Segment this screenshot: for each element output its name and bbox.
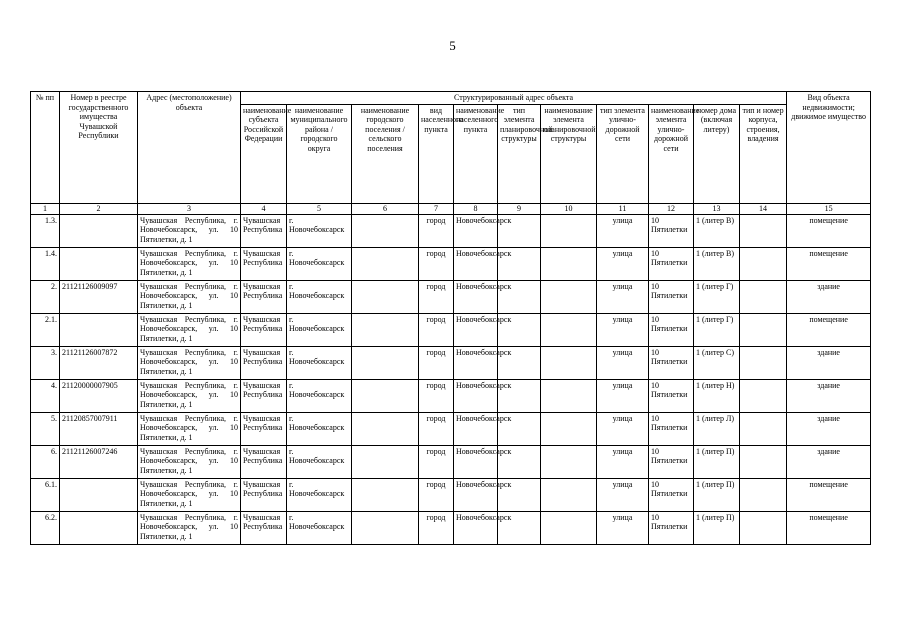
subject-cell: Чувашская Республика: [241, 313, 287, 346]
column-number: 5: [287, 203, 352, 214]
settlement-cell: [352, 247, 419, 280]
house-number-cell: 1 (литер П): [694, 478, 740, 511]
locality-name-cell: Новочебоксарск: [454, 412, 498, 445]
settlement-cell: [352, 214, 419, 247]
subject-cell: Чувашская Республика: [241, 379, 287, 412]
column-number: 15: [787, 203, 871, 214]
settlement-cell: [352, 280, 419, 313]
column-number: 8: [454, 203, 498, 214]
street-name-cell: 10 Пятилетки: [649, 379, 694, 412]
subject-cell: Чувашская Республика: [241, 478, 287, 511]
house-number-cell: 1 (литер П): [694, 445, 740, 478]
row-number: 6.: [31, 445, 60, 478]
object-kind-cell: здание: [787, 445, 871, 478]
plan-element-name-cell: [541, 379, 597, 412]
object-kind-cell: здание: [787, 346, 871, 379]
locality-type-cell: город: [419, 511, 454, 544]
table-row: [31, 478, 871, 511]
plan-element-name-cell: [541, 478, 597, 511]
registry-number: 21121126007872: [60, 346, 138, 379]
object-kind-cell: здание: [787, 280, 871, 313]
subheader-6: наименование городского поселения / сельского поселения: [352, 104, 419, 203]
header-structured-address: Структурированный адрес объекта: [241, 92, 787, 105]
registry-number: [60, 511, 138, 544]
municipality-cell: г. Новочебоксарск: [287, 313, 352, 346]
locality-name-cell: Новочебоксарск: [454, 214, 498, 247]
municipality-cell: г. Новочебоксарск: [287, 511, 352, 544]
settlement-cell: [352, 511, 419, 544]
subheader-9: тип элемента планировочной структуры: [498, 104, 541, 203]
municipality-cell: г. Новочебоксарск: [287, 412, 352, 445]
table-row: [31, 214, 871, 247]
address-cell: Чувашская Республика, г. Новочебоксарск, ул. 10 Пятилетки, д. 1: [138, 412, 241, 445]
row-number: 1.3.: [31, 214, 60, 247]
subheader-10: наименование элемента планировочной структуры: [541, 104, 597, 203]
subject-cell: Чувашская Республика: [241, 247, 287, 280]
locality-type-cell: город: [419, 247, 454, 280]
street-type-cell: улица: [597, 280, 649, 313]
house-number-cell: 1 (литер Г): [694, 313, 740, 346]
street-name-cell: 10 Пятилетки: [649, 280, 694, 313]
locality-type-cell: город: [419, 280, 454, 313]
locality-type-cell: город: [419, 412, 454, 445]
street-name-cell: 10 Пятилетки: [649, 247, 694, 280]
address-cell: Чувашская Республика, г. Новочебоксарск, ул. 10 Пятилетки, д. 1: [138, 214, 241, 247]
object-kind-cell: здание: [787, 412, 871, 445]
building-cell: [740, 247, 787, 280]
street-type-cell: улица: [597, 346, 649, 379]
building-cell: [740, 214, 787, 247]
object-kind-cell: помещение: [787, 313, 871, 346]
locality-name-cell: Новочебоксарск: [454, 511, 498, 544]
street-type-cell: улица: [597, 478, 649, 511]
table-row: [31, 346, 871, 379]
street-type-cell: улица: [597, 379, 649, 412]
street-name-cell: 10 Пятилетки: [649, 511, 694, 544]
street-name-cell: 10 Пятилетки: [649, 478, 694, 511]
registry-number: [60, 313, 138, 346]
house-number-cell: 1 (литер П): [694, 511, 740, 544]
locality-name-cell: Новочебоксарск: [454, 379, 498, 412]
street-name-cell: 10 Пятилетки: [649, 346, 694, 379]
municipality-cell: г. Новочебоксарск: [287, 478, 352, 511]
plan-element-name-cell: [541, 412, 597, 445]
table-body: [31, 214, 871, 544]
row-number: 6.1.: [31, 478, 60, 511]
building-cell: [740, 511, 787, 544]
building-cell: [740, 346, 787, 379]
column-number: 7: [419, 203, 454, 214]
column-number: 6: [352, 203, 419, 214]
building-cell: [740, 445, 787, 478]
column-number: 14: [740, 203, 787, 214]
subject-cell: Чувашская Республика: [241, 511, 287, 544]
municipality-cell: г. Новочебоксарск: [287, 445, 352, 478]
house-number-cell: 1 (литер Н): [694, 379, 740, 412]
municipality-cell: г. Новочебоксарск: [287, 280, 352, 313]
object-kind-cell: помещение: [787, 511, 871, 544]
column-number-row: [31, 203, 871, 214]
municipality-cell: г. Новочебоксарск: [287, 214, 352, 247]
street-name-cell: 10 Пятилетки: [649, 445, 694, 478]
street-type-cell: улица: [597, 511, 649, 544]
locality-type-cell: город: [419, 379, 454, 412]
subject-cell: Чувашская Республика: [241, 214, 287, 247]
street-type-cell: улица: [597, 313, 649, 346]
building-cell: [740, 412, 787, 445]
registry-number: [60, 247, 138, 280]
registry-number: [60, 214, 138, 247]
subject-cell: Чувашская Республика: [241, 346, 287, 379]
address-cell: Чувашская Республика, г. Новочебоксарск, ул. 10 Пятилетки, д. 1: [138, 313, 241, 346]
row-number: 4.: [31, 379, 60, 412]
house-number-cell: 1 (литер В): [694, 214, 740, 247]
row-number: 2.: [31, 280, 60, 313]
row-number: 2.1.: [31, 313, 60, 346]
street-type-cell: улица: [597, 412, 649, 445]
table-row: [31, 247, 871, 280]
registry-number: 21121126009097: [60, 280, 138, 313]
settlement-cell: [352, 379, 419, 412]
plan-element-name-cell: [541, 346, 597, 379]
subheader-11: тип элемента улично-дорожной сети: [597, 104, 649, 203]
address-cell: Чувашская Республика, г. Новочебоксарск, ул. 10 Пятилетки, д. 1: [138, 247, 241, 280]
address-cell: Чувашская Республика, г. Новочебоксарск, ул. 10 Пятилетки, д. 1: [138, 280, 241, 313]
header-num: № пп: [31, 92, 60, 204]
settlement-cell: [352, 445, 419, 478]
address-cell: Чувашская Республика, г. Новочебоксарск, ул. 10 Пятилетки, д. 1: [138, 511, 241, 544]
street-name-cell: 10 Пятилетки: [649, 313, 694, 346]
settlement-cell: [352, 313, 419, 346]
table-row: [31, 280, 871, 313]
table-row: [31, 412, 871, 445]
subject-cell: Чувашская Республика: [241, 412, 287, 445]
locality-name-cell: Новочебоксарск: [454, 313, 498, 346]
plan-element-name-cell: [541, 280, 597, 313]
building-cell: [740, 280, 787, 313]
building-cell: [740, 379, 787, 412]
row-number: 3.: [31, 346, 60, 379]
header-registry-number: Номер в реестре государственного имущества Чувашской Республики: [60, 92, 138, 204]
house-number-cell: 1 (литер Л): [694, 412, 740, 445]
locality-type-cell: город: [419, 214, 454, 247]
building-cell: [740, 478, 787, 511]
column-number: 9: [498, 203, 541, 214]
row-number: 1.4.: [31, 247, 60, 280]
subheader-12: наименование элемента улично-дорожной сети: [649, 104, 694, 203]
subheader-8: наименование населенного пункта: [454, 104, 498, 203]
column-number: 11: [597, 203, 649, 214]
registry-number: 21121126007246: [60, 445, 138, 478]
subject-cell: Чувашская Республика: [241, 280, 287, 313]
plan-element-name-cell: [541, 511, 597, 544]
municipality-cell: г. Новочебоксарск: [287, 247, 352, 280]
registry-number: 21120857007911: [60, 412, 138, 445]
address-cell: Чувашская Республика, г. Новочебоксарск, ул. 10 Пятилетки, д. 1: [138, 379, 241, 412]
table-row: [31, 313, 871, 346]
locality-name-cell: Новочебоксарск: [454, 280, 498, 313]
house-number-cell: 1 (литер С): [694, 346, 740, 379]
object-kind-cell: помещение: [787, 478, 871, 511]
locality-name-cell: Новочебоксарск: [454, 247, 498, 280]
column-number: 13: [694, 203, 740, 214]
column-number: 2: [60, 203, 138, 214]
column-number: 4: [241, 203, 287, 214]
subheader-13: номер дома (включая литеру): [694, 104, 740, 203]
locality-type-cell: город: [419, 445, 454, 478]
object-kind-cell: здание: [787, 379, 871, 412]
settlement-cell: [352, 478, 419, 511]
locality-name-cell: Новочебоксарск: [454, 478, 498, 511]
table-row: [31, 511, 871, 544]
street-type-cell: улица: [597, 445, 649, 478]
column-number: 10: [541, 203, 597, 214]
locality-name-cell: Новочебоксарск: [454, 346, 498, 379]
subheader-4: наименование субъекта Российской Федерации: [241, 104, 287, 203]
register-table: [30, 91, 871, 545]
street-type-cell: улица: [597, 214, 649, 247]
plan-element-name-cell: [541, 445, 597, 478]
house-number-cell: 1 (литер В): [694, 247, 740, 280]
column-number: 3: [138, 203, 241, 214]
object-kind-cell: помещение: [787, 247, 871, 280]
municipality-cell: г. Новочебоксарск: [287, 346, 352, 379]
table-row: [31, 445, 871, 478]
locality-type-cell: город: [419, 313, 454, 346]
header-object-kind: Вид объекта недвижимости; движимое имущество: [787, 92, 871, 204]
row-number: 6.2.: [31, 511, 60, 544]
address-cell: Чувашская Республика, г. Новочебоксарск, ул. 10 Пятилетки, д. 1: [138, 445, 241, 478]
object-kind-cell: помещение: [787, 214, 871, 247]
street-type-cell: улица: [597, 247, 649, 280]
street-name-cell: 10 Пятилетки: [649, 214, 694, 247]
address-cell: Чувашская Республика, г. Новочебоксарск, ул. 10 Пятилетки, д. 1: [138, 478, 241, 511]
column-number: 1: [31, 203, 60, 214]
registry-number: 21120000007905: [60, 379, 138, 412]
row-number: 5.: [31, 412, 60, 445]
address-cell: Чувашская Республика, г. Новочебоксарск, ул. 10 Пятилетки, д. 1: [138, 346, 241, 379]
registry-number: [60, 478, 138, 511]
street-name-cell: 10 Пятилетки: [649, 412, 694, 445]
settlement-cell: [352, 346, 419, 379]
subject-cell: Чувашская Республика: [241, 445, 287, 478]
subheader-14: тип и номер корпуса, строения, владения: [740, 104, 787, 203]
plan-element-name-cell: [541, 313, 597, 346]
locality-type-cell: город: [419, 346, 454, 379]
column-number: 12: [649, 203, 694, 214]
locality-name-cell: Новочебоксарск: [454, 445, 498, 478]
building-cell: [740, 313, 787, 346]
header-address: Адрес (местоположение) объекта: [138, 92, 241, 204]
settlement-cell: [352, 412, 419, 445]
locality-type-cell: город: [419, 478, 454, 511]
subheader-5: наименование муниципального района / городского округа: [287, 104, 352, 203]
plan-element-name-cell: [541, 247, 597, 280]
municipality-cell: г. Новочебоксарск: [287, 379, 352, 412]
house-number-cell: 1 (литер Г): [694, 280, 740, 313]
subheader-7: вид населенного пункта: [419, 104, 454, 203]
page-number: 5: [449, 38, 456, 53]
table-row: [31, 379, 871, 412]
plan-element-name-cell: [541, 214, 597, 247]
